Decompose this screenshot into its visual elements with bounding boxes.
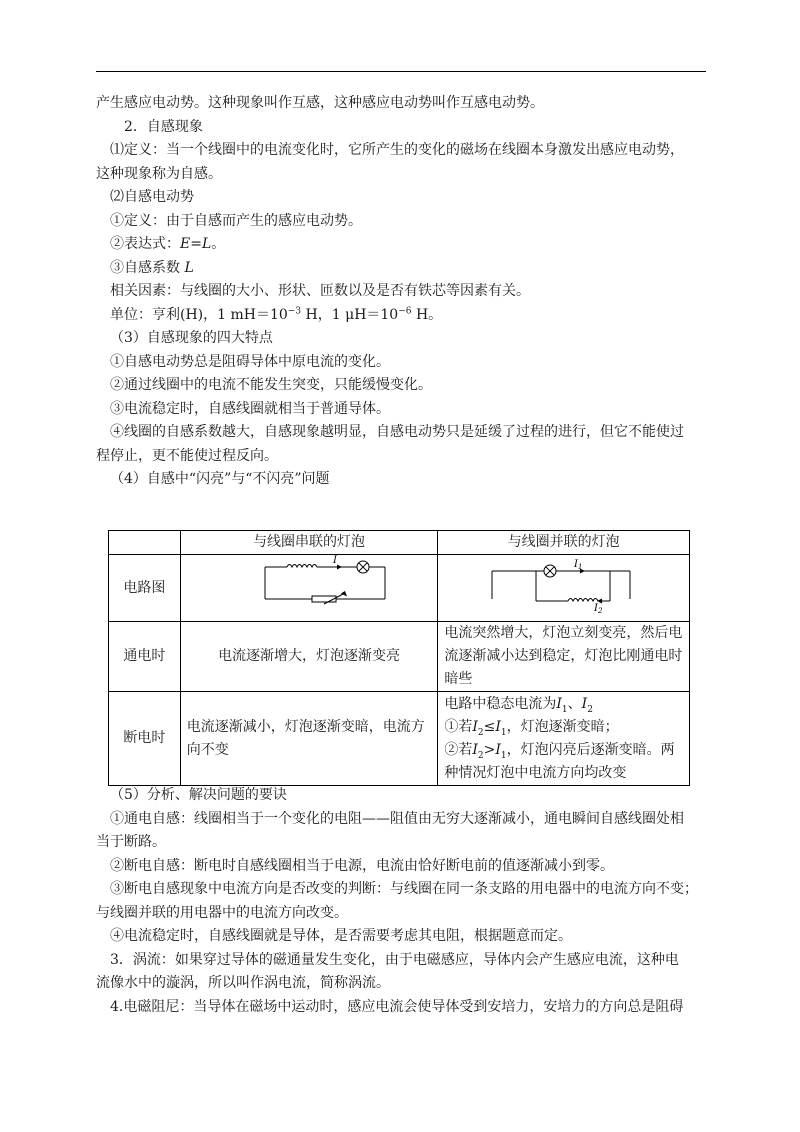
paragraph: ①定义：由于自感而产生的感应电动势。 bbox=[110, 212, 362, 229]
off-parallel-line bbox=[444, 693, 683, 716]
table-corner-cell bbox=[109, 531, 181, 555]
row-label-on: 通电时 bbox=[109, 622, 181, 692]
subscript: 2 bbox=[587, 704, 593, 715]
text: = bbox=[190, 236, 202, 252]
symbol: I bbox=[495, 741, 501, 758]
symbol: I bbox=[556, 695, 562, 712]
label-i: I bbox=[574, 559, 579, 570]
on-series-cell: 电流逐渐增大，灯泡逐渐变亮 bbox=[180, 622, 438, 692]
paragraph: 流像水中的漩涡，所以叫作涡电流，简称涡流。 bbox=[96, 975, 390, 991]
text: ②表达式： bbox=[110, 236, 180, 252]
row-label-circuit: 电路图 bbox=[109, 555, 181, 622]
text: 。 bbox=[211, 236, 226, 252]
paragraph: 程停止，更不能使过程反向。 bbox=[96, 447, 278, 464]
current-label-i: I bbox=[332, 555, 337, 566]
text: > bbox=[483, 741, 496, 758]
list-item: ②通过线圈中的电流不能发生突变，只能缓慢变化。 bbox=[110, 377, 432, 393]
comparison-table bbox=[108, 530, 690, 786]
paragraph: 产生感应电动势。这种现象叫作互感，这种感应电动势叫作互感电动势。 bbox=[96, 95, 544, 111]
symbol: I bbox=[472, 741, 478, 758]
off-parallel-line bbox=[444, 739, 683, 785]
formula-line bbox=[96, 233, 708, 257]
paragraph: 相关因素：与线圈的大小、形状、匝数以及是否有铁芯等因素有关。 bbox=[110, 283, 530, 299]
list-item: ④线圈的自感系数越大，自感现象越明显，自感电动势只是延缓了过程的进行，但它不能使过 bbox=[110, 424, 684, 440]
paragraph: 与线圈并联的用电器中的电流方向改变。 bbox=[96, 904, 348, 921]
off-parallel-cell bbox=[438, 692, 690, 786]
text: H。 bbox=[411, 306, 443, 323]
subscript: 2 bbox=[477, 750, 484, 761]
symbol-l: L bbox=[201, 236, 212, 252]
subscript: 1 bbox=[500, 750, 507, 761]
paragraph: 当于断路。 bbox=[96, 834, 166, 850]
subheading: （4）自感中“闪亮”与“不闪亮”问题 bbox=[110, 471, 330, 487]
text: ，灯泡闪亮后逐渐变暗。两种情况灯泡中电流方向均改变 bbox=[444, 741, 675, 781]
text: 、 bbox=[567, 695, 582, 712]
label-subscript: 1 bbox=[578, 563, 583, 571]
units-line bbox=[96, 304, 708, 328]
current-label-i1 bbox=[573, 559, 582, 571]
text: ③自感系数 bbox=[110, 259, 180, 276]
list-item: ④电流稳定时，自感线圈就是导体，是否需要考虑其电阻，根据题意而定。 bbox=[110, 928, 572, 944]
symbol: I bbox=[581, 695, 588, 712]
document-body-continued bbox=[96, 784, 708, 1019]
document-body bbox=[96, 92, 708, 492]
section-heading: 2．自感现象 bbox=[124, 118, 203, 135]
symbol-e: E bbox=[180, 236, 191, 252]
subheading: （3）自感现象的四大特点 bbox=[110, 330, 273, 346]
text: ①若 bbox=[444, 718, 473, 735]
list-item: ①通电自感：线圈相当于一个变化的电阻——阻值由无穷大逐渐减小，通电瞬间自感线圈处相 bbox=[110, 810, 684, 827]
label-subscript: 2 bbox=[598, 607, 603, 613]
table-header-parallel: 与线圈并联的灯泡 bbox=[438, 531, 690, 555]
label-i: I bbox=[594, 603, 599, 613]
symbol: I bbox=[495, 718, 501, 735]
text: 单位：亨利(H)，1 mH＝10 bbox=[110, 306, 288, 323]
circuit-diagram-parallel-cell bbox=[438, 555, 690, 622]
series-circuit-diagram bbox=[187, 555, 427, 613]
list-item: ③电流稳定时，自感线圈就相当于普通导体。 bbox=[110, 400, 390, 417]
text: ②若 bbox=[444, 741, 473, 758]
list-item: ②断电自感：断电时自感线圈相当于电源，电流由恰好断电前的值逐渐减小到零。 bbox=[110, 857, 614, 874]
subheading: ⑵自感电动势 bbox=[110, 189, 194, 205]
paragraph: ⑴定义：当一个线圈中的电流变化时，它所产生的变化的磁场在线圈本身激发出感应电动势， bbox=[110, 142, 684, 158]
text: ，灯泡逐渐变暗； bbox=[506, 718, 619, 735]
on-parallel-cell: 电流突然增大，灯泡立刻变亮，然后电流逐渐减小达到稳定，灯泡比刚通电时暗些 bbox=[438, 622, 690, 692]
text: ≤ bbox=[483, 718, 496, 735]
text: 电路中稳态电流为 bbox=[444, 695, 557, 712]
paragraph bbox=[96, 257, 708, 281]
header-rule bbox=[96, 71, 706, 72]
paragraph: 4.电磁阻尼：当导体在磁场中运动时，感应电流会使导体受到安培力，安培力的方向总是阻碍 bbox=[110, 998, 684, 1015]
subheading: （5）分析、解决问题的要诀 bbox=[110, 787, 287, 803]
off-parallel-line bbox=[444, 716, 683, 739]
table-header-series: 与线圈串联的灯泡 bbox=[180, 531, 438, 555]
symbol-l: L bbox=[184, 259, 194, 276]
row-label-off: 断电时 bbox=[109, 692, 181, 786]
exponent: −6 bbox=[398, 305, 412, 316]
paragraph: 3．涡流：如果穿过导体的磁通量发生变化，由于电磁感应，导体内会产生感应电流，这种电 bbox=[110, 951, 679, 968]
subscript: 1 bbox=[500, 727, 507, 738]
parallel-circuit-diagram bbox=[444, 555, 680, 613]
circuit-diagram-series-cell bbox=[180, 555, 438, 622]
off-series-cell: 电流逐渐减小，灯泡逐渐变暗，电流方向不变 bbox=[180, 692, 438, 786]
text: H，1 μH＝10 bbox=[301, 306, 399, 323]
exponent: −3 bbox=[287, 305, 302, 316]
symbol: I bbox=[472, 718, 478, 735]
subscript: 1 bbox=[561, 704, 568, 715]
list-item: ③断电自感现象中电流方向是否改变的判断：与线圈在同一条支路的用电器中的电流方向不变； bbox=[110, 881, 698, 897]
subscript: 2 bbox=[477, 727, 484, 738]
current-label-i2 bbox=[593, 603, 603, 613]
paragraph: 这种现象称为自感。 bbox=[96, 165, 222, 182]
list-item: ①自感电动势总是阻碍导体中原电流的变化。 bbox=[110, 353, 390, 370]
